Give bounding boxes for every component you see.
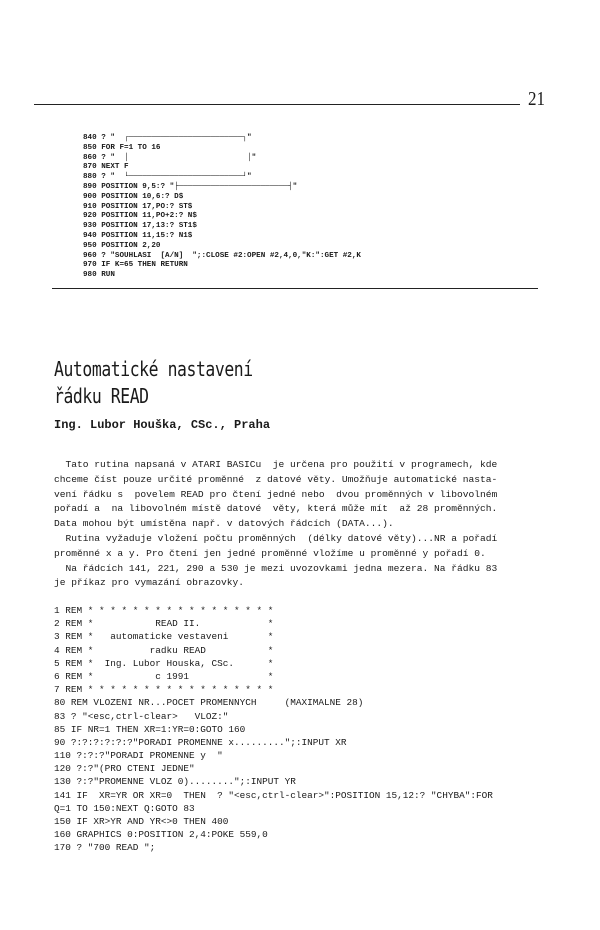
body-line: Tato rutina napsaná v ATARI BASICu je určena pro použití v programech, kde: [54, 459, 498, 470]
article-body: [54, 458, 554, 591]
code-line: 920 POSITION 11,PO+2:? N$: [83, 212, 197, 221]
code-line: 970 IF K=65 THEN RETURN: [83, 261, 188, 270]
code-line: 960 ? "SOUHLASI [A/N] ";:CLOSE #2:OPEN #2,4,0,"K:":GET #2,K: [83, 251, 361, 260]
code-line: 120 ?:?"(PRO CTENI JEDNE": [54, 763, 195, 775]
code-line: 890 POSITION 9,5:? "├────────────────────────┤": [83, 182, 298, 191]
body-line: vení řádku s povelem READ pro čtení jedné nebo dvou proměnných v libovolném: [54, 488, 498, 500]
page-number: 21: [528, 88, 545, 110]
code-line: 160 GRAPHICS 0:POSITION 2,4:POKE 559,0: [54, 829, 268, 841]
code-line: 950 POSITION 2,20: [83, 241, 161, 250]
code-line: 6 REM * c 1991 *: [54, 670, 274, 682]
body-line: pořadí a na libovolném místě datové věty, která může mít až 28 proměnných.: [54, 503, 498, 515]
code-line: 910 POSITION 17,PO:? ST$: [83, 202, 193, 211]
code-line: 860 ? " │ │": [83, 153, 257, 162]
code-line: 130 ?:?"PROMENNE VLOZ 0)........";:INPUT YR: [54, 776, 296, 788]
body-line: chceme číst pouze určité proměnné z datové věty. Umožňuje automatické nasta-: [54, 473, 498, 485]
code-line: 110 ?:?:?"PORADI PROMENNE y ": [54, 750, 223, 762]
body-line: Na řádcích 141, 221, 290 a 530 je mezi uvozovkami jedna mezera. Na řádku 83: [54, 562, 498, 574]
code-line: 7 REM * * * * * * * * * * * * * * * * *: [54, 684, 274, 696]
article-author: Ing. Lubor Houška, CSc., Praha: [54, 418, 271, 432]
body-line: Rutina vyžaduje vložení počtu proměnných (délky datové věty)...NR a pořadí: [54, 532, 498, 544]
code-line: 880 ? " └─────────────────────────┘": [83, 173, 252, 182]
code-line: 170 ? "700 READ ";: [54, 842, 156, 854]
code-line: 2 REM * READ II. *: [54, 618, 274, 630]
code-line: 83 ? "<esc,ctrl-clear> VLOZ:": [54, 710, 229, 722]
header-rule: [34, 104, 520, 105]
code-line: 3 REM * automaticke vestaveni *: [54, 631, 274, 643]
body-line: Data mohou být umístěna např. v datových řádcích (DATA...).: [54, 518, 394, 530]
top-code-listing: [83, 134, 361, 281]
code-line: 980 RUN: [83, 271, 115, 280]
code-line: 4 REM * radku READ *: [54, 644, 274, 656]
article-title: [54, 356, 253, 410]
code-line: Q=1 TO 150:NEXT Q:GOTO 83: [54, 802, 195, 814]
code-line: 850 FOR F=1 TO 16: [83, 143, 161, 152]
main-code-listing: [54, 604, 493, 855]
code-line: 85 IF NR=1 THEN XR=1:YR=0:GOTO 160: [54, 723, 246, 735]
code-line: 141 IF XR=YR OR XR=0 THEN ? "<esc,ctrl-clear>":POSITION 15,12:? "CHYBA":FOR: [54, 789, 493, 801]
code-line: 940 POSITION 11,15:? N1$: [83, 231, 193, 240]
code-line: 80 REM VLOZENI NR...POCET PROMENNYCH (MAXIMALNE 28): [54, 697, 364, 709]
code-line: 90 ?:?:?:?:?:?"PORADI PROMENNE x.........";:INPUT XR: [54, 736, 347, 748]
code-line: 870 NEXT F: [83, 163, 129, 172]
code-line: 840 ? " ┌─────────────────────────┐": [83, 134, 252, 142]
body-line: je příkaz pro vymazání obrazovky.: [54, 577, 244, 589]
article-title-line: Automatické nastavení: [54, 357, 253, 381]
body-line: proměnné x a y. Pro čtení jen jedné proměnné vložíme u proměnné y pořadí 0.: [54, 547, 486, 559]
section-rule: [52, 288, 538, 289]
article-title-line: řádku READ: [54, 384, 149, 408]
code-line: 1 REM * * * * * * * * * * * * * * * * *: [54, 605, 274, 616]
code-line: 930 POSITION 17,13:? ST1$: [83, 222, 197, 231]
code-line: 900 POSITION 10,6:? D$: [83, 192, 184, 201]
code-line: 5 REM * Ing. Lubor Houska, CSc. *: [54, 657, 274, 669]
code-line: 150 IF XR>YR AND YR<>0 THEN 400: [54, 816, 229, 827]
